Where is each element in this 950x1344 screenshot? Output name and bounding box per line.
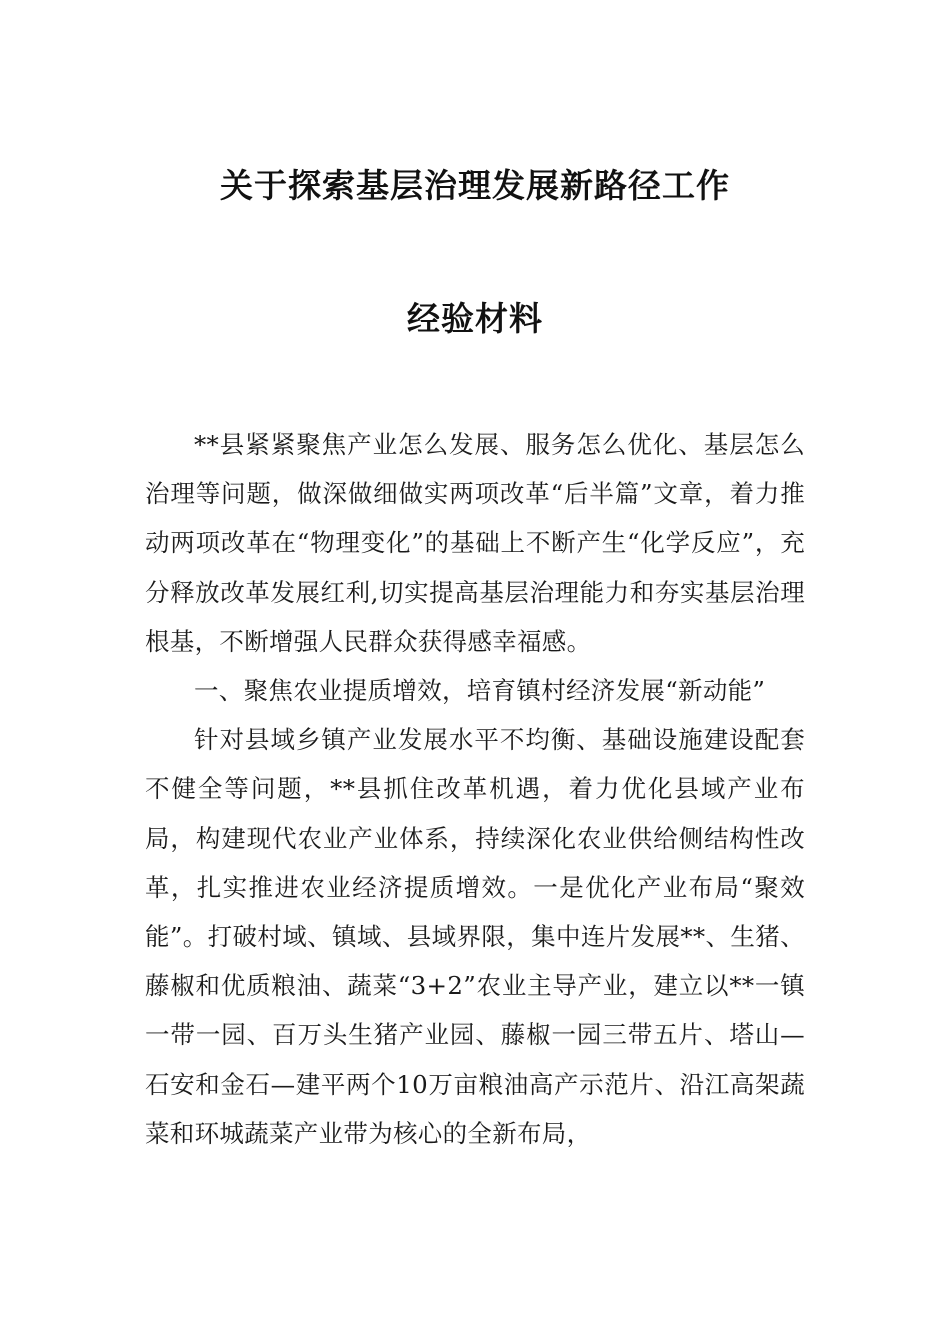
document-title-line-2: 经验材料 (407, 299, 543, 338)
section-heading-1: 一、聚焦农业提质增效，培育镇村经济发展“新动能” (194, 676, 766, 706)
intro-paragraph: **县紧紧聚焦产业怎么发展、服务怎么优化、基层怎么治理等问题，做深做细做实两项改革“后半篇”文章，着力推动两项改革在“物理变化”的基础上不断产生“化学反应”，充分释放改革发展红利,切实提高基层治理能力和夯实基层治理根基，不断增强人民群众获得感幸福感。 (145, 430, 805, 656)
document-body (145, 420, 805, 1158)
document-title-line-1: 关于探索基层治理发展新路径工作 (220, 166, 730, 205)
section-1-paragraph: 针对县域乡镇产业发展水平不均衡、基础设施建设配套不健全等问题，**县抓住改革机遇，着力优化县域产业布局，构建现代农业产业体系，持续深化农业供给侧结构性改革，扎实推进农业经济提质增效。一是优化产业布局“聚效能”。打破村域、镇域、县域界限，集中连片发展**、生猪、藤椒和优质粮油、蔬菜“3+2”农业主导产业，建立以**一镇一带一园、百万头生猪产业园、藤椒一园三带五片、塔山—石安和金石—建平两个10万亩粮油高产示范片、沿江高架蔬菜和环城蔬菜产业带为核心的全新布局， (145, 725, 805, 1148)
